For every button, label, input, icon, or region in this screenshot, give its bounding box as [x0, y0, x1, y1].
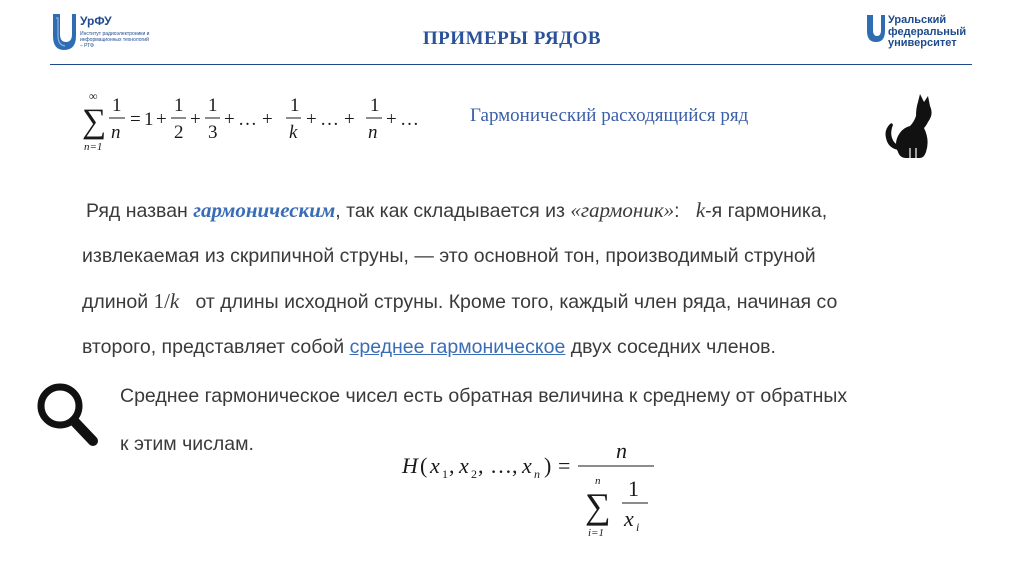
harmonic-mean-link[interactable]: среднее гармоническое	[349, 336, 566, 358]
page-title: ПРИМЕРЫ РЯДОВ	[422, 28, 602, 49]
plus-5: +	[306, 109, 317, 130]
frac-13-num: 1	[208, 95, 218, 116]
harmonic-series-formula	[82, 89, 442, 158]
frac-1k-den: k	[289, 122, 298, 143]
plus-3: +	[224, 109, 235, 130]
para-l1-b: , так как складывается из	[335, 200, 571, 222]
series-caption: Гармонический расходящийся ряд	[470, 105, 749, 126]
hm-H: H	[402, 453, 418, 478]
plus-4: +	[262, 109, 273, 130]
frac-13-den: 3	[208, 122, 218, 143]
logo-left-name: УрФУ	[80, 14, 112, 28]
para-line-4	[82, 325, 982, 370]
eq-sign: =	[130, 109, 141, 130]
para-l4-b: двух соседних членов.	[565, 336, 776, 358]
frac-12-num: 1	[174, 95, 184, 116]
hm-inner-den-sub: i	[636, 520, 640, 534]
para-l1-k: k	[695, 198, 706, 222]
hm-xn: x	[522, 453, 532, 478]
hm-rparen: )	[544, 453, 552, 478]
hm-sum-lower: i=1	[588, 527, 604, 539]
hm-inner-den-x: x	[624, 506, 634, 531]
hm-comma-3: ,	[512, 453, 518, 478]
ellipsis-2: …	[320, 109, 339, 130]
hm-sigma: ∑	[585, 486, 611, 526]
logo-right-line-2: федеральный	[888, 25, 967, 38]
hm-inner-num: 1	[628, 476, 639, 501]
logo-right-line-1: Уральский	[888, 14, 947, 26]
hm-sub2: 2	[471, 467, 477, 481]
para-line-3	[82, 279, 982, 325]
magnifier-icon	[34, 380, 100, 448]
hm-numerator: n	[616, 438, 627, 463]
hm-sum-upper: n	[595, 475, 601, 487]
para-l3-k: k	[169, 289, 180, 313]
plus-2: +	[190, 109, 201, 130]
term-1: 1	[144, 109, 154, 130]
para-l3-a: длиной	[82, 291, 154, 313]
frac-1n-num: 1	[112, 95, 122, 116]
hm-sub1: 1	[442, 467, 448, 481]
urfu-u-icon	[866, 14, 886, 44]
frac-1n2-den: n	[368, 122, 378, 143]
hm-x1: x	[430, 453, 440, 478]
urfu-university-logo	[866, 12, 986, 58]
sum-upper-limit: ∞	[89, 89, 98, 103]
term-harmonic: гармоническим	[193, 198, 336, 222]
para-l3-frac: 1/	[153, 289, 170, 313]
harmonic-mean-formula	[402, 440, 672, 550]
slide-header	[0, 0, 1024, 70]
term-harmonics-quote: «гармоник»	[570, 198, 675, 222]
header-divider	[50, 64, 972, 65]
para-line-1	[82, 188, 982, 234]
frac-1n2-num: 1	[370, 95, 380, 116]
para-l1-c: :	[674, 200, 696, 222]
plus-7: +	[386, 109, 397, 130]
logo-right-line-3: университет	[888, 37, 957, 49]
para-l4-a: второго, представляет собой	[82, 336, 350, 358]
hm-subn: n	[534, 467, 540, 481]
hm-lparen: (	[420, 453, 428, 478]
para-l3-b: от длины исходной струны. Кроме того, каждый член ряда, начиная со	[179, 291, 838, 313]
definition-line-2: к этим числам.	[120, 433, 254, 455]
cat-icon	[880, 92, 936, 162]
logo-right-text	[888, 15, 966, 50]
para-l1-d: -я гармоника,	[705, 200, 828, 222]
ellipsis-1: …	[238, 109, 257, 130]
para-line-2: извлекаемая из скрипичной струны, — это основной тон, производимый струной	[82, 245, 816, 267]
logo-left-subtitle: Институт радиоэлектроники и информационных технологий – РТФ	[80, 31, 150, 49]
frac-1n-den: n	[111, 122, 121, 143]
hm-equals: =	[558, 453, 571, 478]
sum-lower-limit: n=1	[84, 141, 103, 153]
hm-x2: x	[459, 453, 469, 478]
hm-comma-1: ,	[449, 453, 455, 478]
hm-comma-2: ,	[478, 453, 484, 478]
hm-dots: …	[490, 453, 512, 478]
para-l1-a: Ряд назван	[86, 200, 194, 222]
ellipsis-3: …	[400, 109, 419, 130]
definition-line-1: Среднее гармоническое чисел есть обратная величина к среднему от обратных	[120, 385, 848, 407]
plus-6: +	[344, 109, 355, 130]
frac-1k-num: 1	[290, 95, 300, 116]
frac-12-den: 2	[174, 122, 184, 143]
sum-sigma: ∑	[82, 103, 107, 140]
explanation-paragraph	[82, 188, 982, 370]
plus-1: +	[156, 109, 167, 130]
